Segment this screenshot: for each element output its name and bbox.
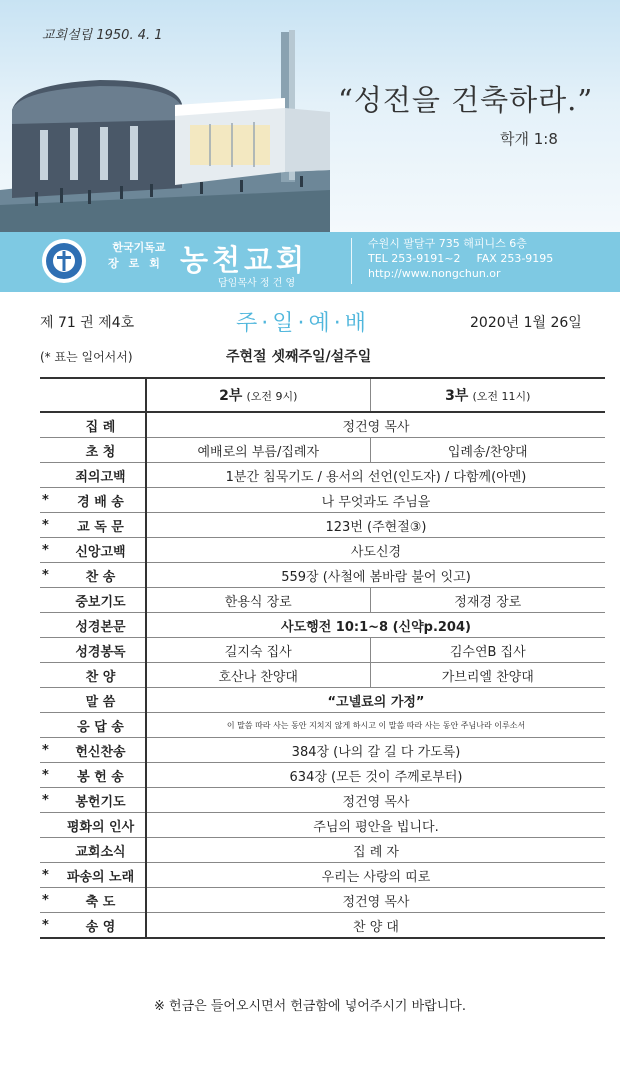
church-emblem-icon xyxy=(40,237,88,285)
element-value-2nd: 한용식 장로 xyxy=(146,588,370,613)
element-label: 중보기도 xyxy=(56,588,146,613)
element-label: 봉 헌 송 xyxy=(56,763,146,788)
phone-fax xyxy=(368,251,569,266)
column-2nd-service: 2부 (오전 9시) xyxy=(146,378,370,412)
table-row xyxy=(40,713,605,738)
table-body xyxy=(40,412,605,938)
table-header xyxy=(40,378,605,412)
standing-marker: * xyxy=(40,763,56,788)
table-row xyxy=(40,913,605,939)
element-label: 헌신찬송 xyxy=(56,738,146,763)
motto-reference: 학개 1:8 xyxy=(500,130,558,148)
element-label: 초 청 xyxy=(56,438,146,463)
website: http://www.nongchun.or xyxy=(368,267,501,280)
column-3rd-service: 3부 (오전 11시) xyxy=(370,378,605,412)
table-row xyxy=(40,538,605,563)
table-row xyxy=(40,412,605,438)
volume-number: 제 71 권 제4호 xyxy=(40,315,135,331)
element-value: 주님의 평안을 빕니다. xyxy=(146,813,605,838)
element-label: 평화의 인사 xyxy=(56,813,146,838)
table-row xyxy=(40,563,605,588)
element-value: 사도신경 xyxy=(146,538,605,563)
element-value-3rd: 입례송/찬양대 xyxy=(370,438,605,463)
contact-info xyxy=(368,236,569,281)
table-row xyxy=(40,638,605,663)
element-label: 교회소식 xyxy=(56,838,146,863)
table-row xyxy=(40,788,605,813)
table-row xyxy=(40,438,605,463)
element-value-3rd: 김수연B 집사 xyxy=(370,638,605,663)
element-value: 384장 (나의 갈 길 다 가도록) xyxy=(146,738,605,763)
element-value: 정건영 목사 xyxy=(146,788,605,813)
element-value-2nd: 호산나 찬양대 xyxy=(146,663,370,688)
table-row xyxy=(40,888,605,913)
element-value: 123번 (주현절③) xyxy=(146,513,605,538)
standing-marker: * xyxy=(40,888,56,913)
address: 수원시 팔달구 735 해피니스 6층 xyxy=(368,237,527,250)
element-value: 정건영 목사 xyxy=(146,888,605,913)
standing-marker: * xyxy=(40,913,56,939)
table-row xyxy=(40,813,605,838)
standing-note: (* 표는 일어서서) xyxy=(40,350,133,364)
element-value-2nd: 길지숙 집사 xyxy=(146,638,370,663)
table-row xyxy=(40,738,605,763)
table-row xyxy=(40,838,605,863)
element-label: 성경본문 xyxy=(56,613,146,638)
banner-divider xyxy=(351,238,352,284)
element-label: 말 씀 xyxy=(56,688,146,713)
element-value: 1분간 침묵기도 / 용서의 선언(인도자) / 다함께(아멘) xyxy=(146,463,605,488)
element-label: 축 도 xyxy=(56,888,146,913)
element-label: 찬 양 xyxy=(56,663,146,688)
standing-marker xyxy=(40,713,56,738)
standing-marker xyxy=(40,438,56,463)
standing-marker: * xyxy=(40,488,56,513)
element-label: 집 례 xyxy=(56,412,146,438)
element-label: 봉헌기도 xyxy=(56,788,146,813)
table-row xyxy=(40,613,605,638)
element-label: 죄의고백 xyxy=(56,463,146,488)
offering-note: ※ 헌금은 들어오시면서 헌금함에 넣어주시기 바랍니다. xyxy=(154,999,466,1014)
standing-marker xyxy=(40,463,56,488)
denomination-line2: 장로회 xyxy=(108,257,170,270)
element-label: 파송의 노래 xyxy=(56,863,146,888)
church-name: 농천교회 xyxy=(180,243,309,277)
element-value: 이 말씀 따라 사는 동안 지치지 않게 하시고 이 말씀 따라 사는 동안 주님나라 이루소서 xyxy=(146,713,605,738)
denomination-line1: 한국기독교 xyxy=(112,241,166,254)
table-row xyxy=(40,663,605,688)
table-row xyxy=(40,488,605,513)
element-value: 집 례 자 xyxy=(146,838,605,863)
standing-marker xyxy=(40,663,56,688)
element-value-3rd: 가브리엘 찬양대 xyxy=(370,663,605,688)
standing-marker: * xyxy=(40,563,56,588)
header-image xyxy=(0,0,620,232)
element-value: 찬 양 대 xyxy=(146,913,605,939)
element-value-3rd: 정재경 장로 xyxy=(370,588,605,613)
tel: TEL 253-9191~2 xyxy=(368,252,461,265)
table-row xyxy=(40,688,605,713)
standing-marker xyxy=(40,613,56,638)
denomination xyxy=(98,240,180,272)
order-of-worship xyxy=(40,377,605,939)
element-label: 성경봉독 xyxy=(56,638,146,663)
table-row xyxy=(40,588,605,613)
standing-marker xyxy=(40,813,56,838)
element-label: 경 배 송 xyxy=(56,488,146,513)
element-value: 정건영 목사 xyxy=(146,412,605,438)
standing-marker: * xyxy=(40,863,56,888)
fax: FAX 253-9195 xyxy=(476,252,554,265)
standing-marker xyxy=(40,688,56,713)
element-value: 사도행전 10:1~8 (신약p.204) xyxy=(146,613,605,638)
element-label: 응 답 송 xyxy=(56,713,146,738)
service-subtitle: 주현절 셋째주일/설주일 xyxy=(226,349,372,365)
bulletin-date: 2020년 1월 26일 xyxy=(470,315,582,331)
table-row xyxy=(40,763,605,788)
element-value: 나 무엇과도 주님을 xyxy=(146,488,605,513)
element-value: “고넬료의 가정” xyxy=(146,688,605,713)
founded-date: 교회설립 1950. 4. 1 xyxy=(42,28,163,43)
element-value: 634장 (모든 것이 주께로부터) xyxy=(146,763,605,788)
motto-verse: “성전을 건축하라.” xyxy=(338,83,594,117)
standing-marker xyxy=(40,638,56,663)
element-value: 우리는 사랑의 띠로 xyxy=(146,863,605,888)
element-label: 찬 송 xyxy=(56,563,146,588)
standing-marker xyxy=(40,838,56,863)
element-value-2nd: 예배로의 부름/집례자 xyxy=(146,438,370,463)
standing-marker: * xyxy=(40,738,56,763)
standing-marker: * xyxy=(40,513,56,538)
table-row xyxy=(40,863,605,888)
table-row xyxy=(40,463,605,488)
table-row xyxy=(40,513,605,538)
standing-marker xyxy=(40,412,56,438)
service-title: 주·일·예·배 xyxy=(236,311,370,336)
element-label: 송 영 xyxy=(56,913,146,939)
element-label: 신앙고백 xyxy=(56,538,146,563)
element-label: 교 독 문 xyxy=(56,513,146,538)
standing-marker xyxy=(40,588,56,613)
element-value: 559장 (사철에 봄바람 불어 잇고) xyxy=(146,563,605,588)
standing-marker: * xyxy=(40,788,56,813)
standing-marker: * xyxy=(40,538,56,563)
senior-pastor: 담임목사 정 건 영 xyxy=(218,278,296,289)
